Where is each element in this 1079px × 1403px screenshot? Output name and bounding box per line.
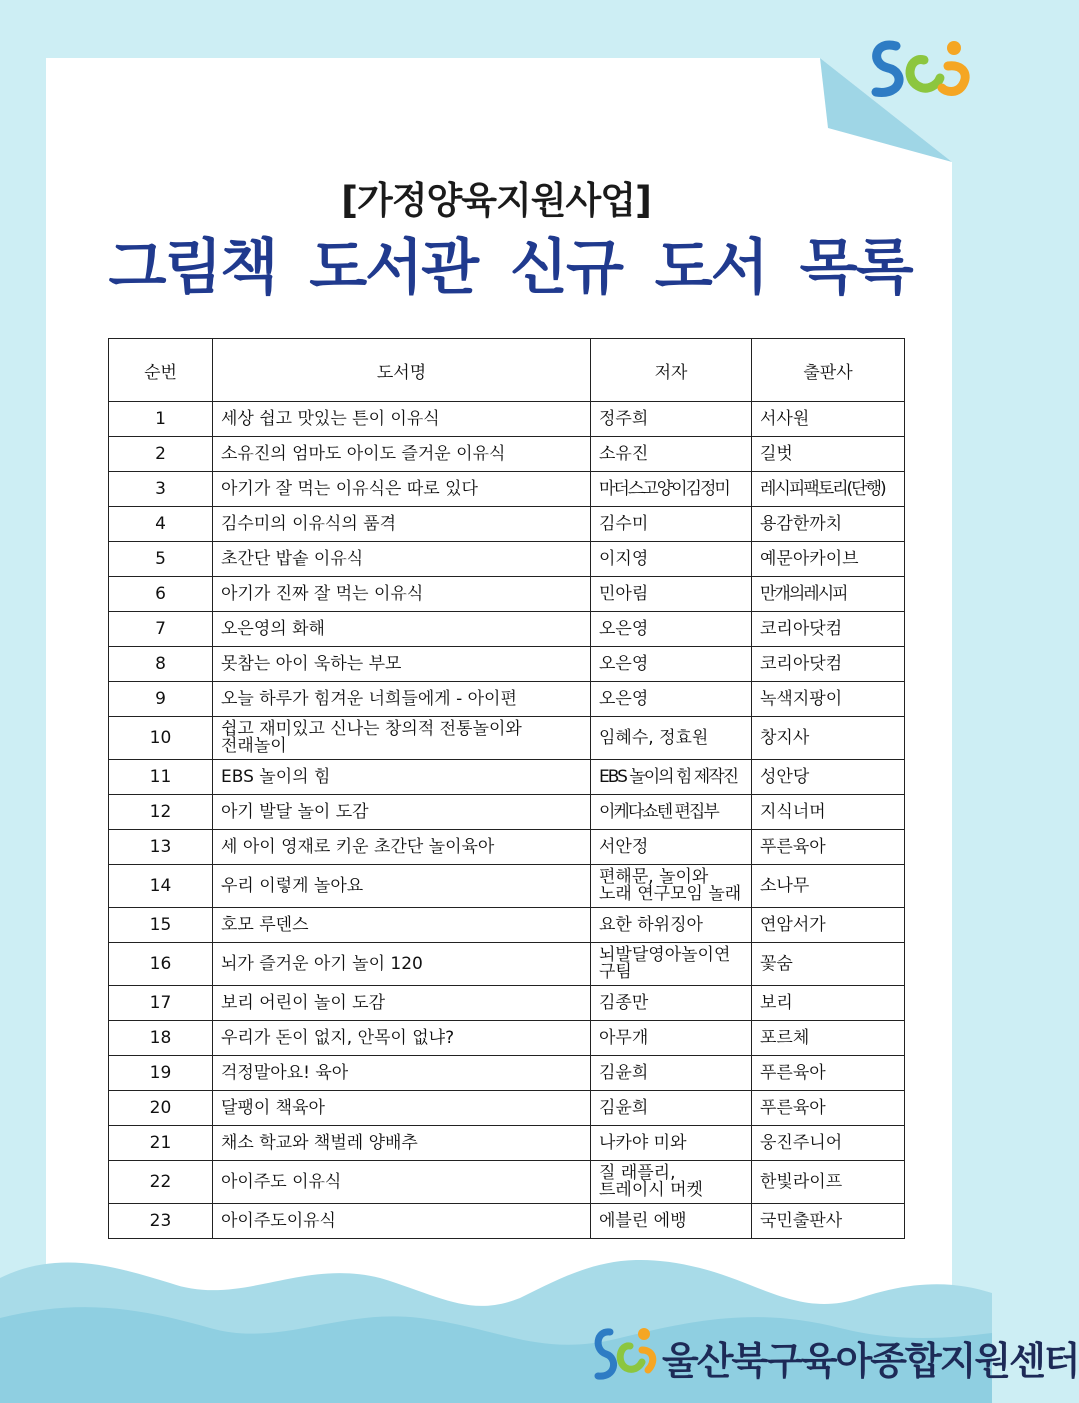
row-number: 13 [109,830,213,865]
row-number: 9 [109,682,213,717]
book-title: 오은영의 화해 [213,612,591,647]
book-publisher: 예문아카이브 [752,542,905,577]
book-title: EBS 놀이의 힘 [213,760,591,795]
row-number: 16 [109,943,213,986]
row-number: 12 [109,795,213,830]
table-row [109,1126,905,1161]
column-header-publisher: 출판사 [752,339,905,402]
book-author: 에블린 에뱅 [591,1204,752,1239]
book-author: 김윤희 [591,1091,752,1126]
table-row [109,542,905,577]
book-title: 보리 어린이 놀이 도감 [213,986,591,1021]
footer-org-name: 울산북구육아종합지원센터 [662,1339,1079,1383]
book-author: 요한 하위징아 [591,908,752,943]
book-publisher: 한빛라이프 [752,1161,905,1204]
table-row [109,795,905,830]
table-row [109,577,905,612]
book-author: 편해문, 놀이와 노래 연구모임 놀래 [591,865,752,908]
book-author: 김수미 [591,507,752,542]
row-number: 19 [109,1056,213,1091]
book-publisher: 보리 [752,986,905,1021]
book-publisher: 창지사 [752,717,905,760]
footer-logo-icon [592,1322,658,1388]
book-publisher: 웅진주니어 [752,1126,905,1161]
table-header-row [109,339,905,402]
book-publisher: 코리아닷컴 [752,647,905,682]
row-number: 1 [109,402,213,437]
table-row [109,986,905,1021]
book-publisher: 용감한까치 [752,507,905,542]
book-title: 세 아이 영재로 키운 초간단 놀이육아 [213,830,591,865]
book-title: 걱정말아요! 육아 [213,1056,591,1091]
row-number: 23 [109,1204,213,1239]
row-number: 22 [109,1161,213,1204]
book-title: 채소 학교와 책벌레 양배추 [213,1126,591,1161]
table-row [109,760,905,795]
row-number: 15 [109,908,213,943]
book-title: 아기가 진짜 잘 먹는 이유식 [213,577,591,612]
book-author: 질 래플리, 트레이시 머켓 [591,1161,752,1204]
book-author: 아무개 [591,1021,752,1056]
book-publisher: 지식너머 [752,795,905,830]
book-title: 우리가 돈이 없지, 안목이 없냐? [213,1021,591,1056]
row-number: 10 [109,717,213,760]
table-row [109,402,905,437]
table-row [109,1056,905,1091]
book-title: 쉽고 재미있고 신나는 창의적 전통놀이와 전래놀이 [213,717,591,760]
book-publisher: 길벗 [752,437,905,472]
table-row [109,472,905,507]
book-publisher: 푸른육아 [752,1056,905,1091]
page-subtitle: [가정양육지원사업] [341,179,651,222]
book-author: 민아림 [591,577,752,612]
book-publisher: 푸른육아 [752,1091,905,1126]
book-publisher: 코리아닷컴 [752,612,905,647]
table-row [109,437,905,472]
book-title: 세상 쉽고 맛있는 튼이 이유식 [213,402,591,437]
table-row [109,1204,905,1239]
column-header-author: 저자 [591,339,752,402]
book-publisher: 소나무 [752,865,905,908]
table-row [109,908,905,943]
page-title: 그림책 도서관 신규 도서 목록 [108,233,912,303]
book-publisher: 푸른육아 [752,830,905,865]
book-publisher: 포르체 [752,1021,905,1056]
table-row [109,612,905,647]
row-number: 21 [109,1126,213,1161]
book-title: 초간단 밥솥 이유식 [213,542,591,577]
book-title: 아이주도 이유식 [213,1161,591,1204]
book-author: 임혜수, 정효원 [591,717,752,760]
book-author: EBS 놀이의 힘 제작진 [591,760,752,795]
book-author: 소유진 [591,437,752,472]
table-row [109,1021,905,1056]
book-author: 마더스고양이김정미 [591,472,752,507]
book-title: 아기 발달 놀이 도감 [213,795,591,830]
book-publisher: 녹색지팡이 [752,682,905,717]
row-number: 6 [109,577,213,612]
table-row [109,1161,905,1204]
book-author: 오은영 [591,647,752,682]
book-publisher: 꽃숨 [752,943,905,986]
column-header-number: 순번 [109,339,213,402]
row-number: 14 [109,865,213,908]
book-author: 오은영 [591,682,752,717]
book-author: 서안정 [591,830,752,865]
book-title: 달팽이 책육아 [213,1091,591,1126]
row-number: 17 [109,986,213,1021]
book-title: 아기가 잘 먹는 이유식은 따로 있다 [213,472,591,507]
book-title: 우리 이렇게 놀아요 [213,865,591,908]
row-number: 2 [109,437,213,472]
book-title: 뇌가 즐거운 아기 놀이 120 [213,943,591,986]
book-publisher: 성안당 [752,760,905,795]
book-publisher: 만개의레시피 [752,577,905,612]
book-author: 이지영 [591,542,752,577]
book-publisher: 연암서가 [752,908,905,943]
table-row [109,717,905,760]
row-number: 20 [109,1091,213,1126]
row-number: 7 [109,612,213,647]
row-number: 18 [109,1021,213,1056]
table-row [109,830,905,865]
table-row [109,647,905,682]
book-author: 정주희 [591,402,752,437]
row-number: 5 [109,542,213,577]
table-row [109,1091,905,1126]
book-title: 오늘 하루가 힘겨운 너희들에게 - 아이편 [213,682,591,717]
row-number: 4 [109,507,213,542]
table-row [109,507,905,542]
row-number: 8 [109,647,213,682]
table-row [109,865,905,908]
book-author: 뇌발달영아놀이연구팀 [591,943,752,986]
book-author: 오은영 [591,612,752,647]
book-author: 김종만 [591,986,752,1021]
table-row [109,943,905,986]
book-title: 김수미의 이유식의 품격 [213,507,591,542]
row-number: 3 [109,472,213,507]
book-author: 이케다쇼텐 편집부 [591,795,752,830]
book-title: 소유진의 엄마도 아이도 즐거운 이유식 [213,437,591,472]
column-header-title: 도서명 [213,339,591,402]
book-publisher: 서사원 [752,402,905,437]
book-publisher: 레시피팩토리(단행) [752,472,905,507]
book-publisher: 국민출판사 [752,1204,905,1239]
book-author: 김윤희 [591,1056,752,1091]
table-row [109,682,905,717]
book-author: 나카야 미와 [591,1126,752,1161]
row-number: 11 [109,760,213,795]
center-logo-icon [866,34,978,102]
book-title: 못참는 아이 욱하는 부모 [213,647,591,682]
book-list-table [108,338,905,1239]
book-title: 아이주도이유식 [213,1204,591,1239]
book-title: 호모 루덴스 [213,908,591,943]
